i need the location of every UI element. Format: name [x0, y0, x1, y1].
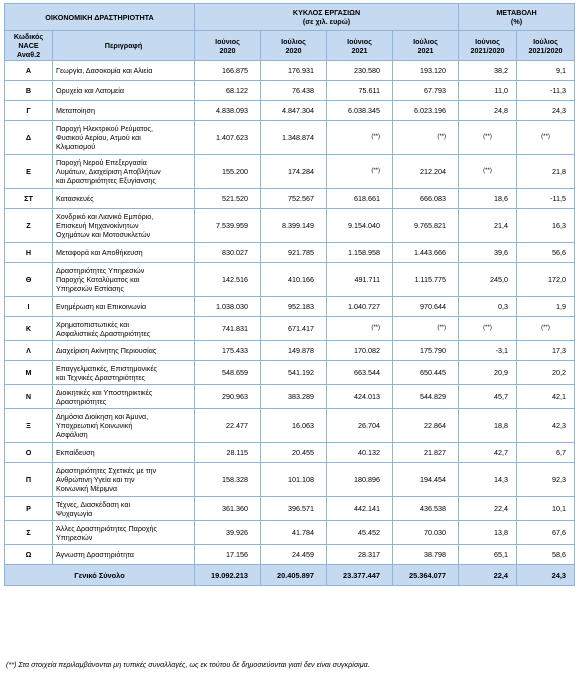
turnover-value: 361.360: [195, 497, 261, 521]
total-value: 23.377.447: [327, 565, 393, 586]
turnover-value: 491.711: [327, 263, 393, 297]
turnover-value: 6.038.345: [327, 101, 393, 121]
table-row: [5, 61, 575, 81]
turnover-value: 436.538: [393, 497, 459, 521]
change-value: 22,4: [459, 497, 517, 521]
change-value: -11,5: [517, 189, 575, 209]
description-line: Μεταφορά και Αποθήκευση: [56, 248, 143, 257]
turnover-value: 952.183: [261, 297, 327, 317]
description-line: Ανθρώπινη Υγεία και την: [56, 475, 135, 484]
activity-description: [53, 61, 195, 81]
turnover-value: 38.798: [393, 545, 459, 565]
change-value: 67,6: [517, 521, 575, 545]
turnover-value: 541.192: [261, 361, 327, 385]
turnover-value: 230.580: [327, 61, 393, 81]
period-header: [393, 31, 459, 61]
total-change: 22,4: [459, 565, 517, 586]
change-value: 20,9: [459, 361, 517, 385]
table-row: [5, 463, 575, 497]
nace-code: Ε: [5, 155, 53, 189]
change-value: 17,3: [517, 341, 575, 361]
turnover-value: (**): [327, 155, 393, 189]
turnover-value: 22.864: [393, 409, 459, 443]
description-line: Μεταποίηση: [56, 106, 95, 115]
change-value: 58,6: [517, 545, 575, 565]
footnote: (**) Στα στοιχεία περιλαμβάνονται μη τυπικές συναλλαγές, ως εκ τούτου δε δημοσιεύονται γιατί δεν είναι συγκρίσιμα.: [6, 660, 370, 669]
nace-code: Ν: [5, 385, 53, 409]
code-header-line: Κωδικός: [13, 32, 44, 41]
nace-code: Α: [5, 61, 53, 81]
change-value: 38,2: [459, 61, 517, 81]
table-row: [5, 443, 575, 463]
period-year: 2021/2020: [528, 45, 563, 55]
turnover-value: 970.644: [393, 297, 459, 317]
total-row: [5, 565, 575, 586]
activity-description: [53, 463, 195, 497]
activity-description: [53, 521, 195, 545]
activity-description: [53, 121, 195, 155]
turnover-value: 9.154.040: [327, 209, 393, 243]
turnover-value: 170.082: [327, 341, 393, 361]
turnover-value: 650.445: [393, 361, 459, 385]
turnover-value: 28.317: [327, 545, 393, 565]
activity-description: [53, 409, 195, 443]
change-header-unit: (%): [510, 17, 523, 26]
description-column-header: Περιγραφή: [53, 31, 195, 61]
turnover-value: 16.063: [261, 409, 327, 443]
table-row: [5, 317, 575, 341]
code-header-line: NACE: [18, 41, 39, 50]
turnover-value: 40.132: [327, 443, 393, 463]
turnover-value: (**): [327, 317, 393, 341]
turnover-value: 4.847.304: [261, 101, 327, 121]
nace-code: Μ: [5, 361, 53, 385]
turnover-value: 75.611: [327, 81, 393, 101]
period-month: Ιούνιος: [475, 36, 500, 46]
period-month: Ιούλιος: [413, 36, 438, 46]
table-row: [5, 341, 575, 361]
description-line: Διοικητικές και Υποστηρικτικές: [56, 387, 153, 397]
change-value: 20,2: [517, 361, 575, 385]
turnover-value: 67.793: [393, 81, 459, 101]
period-month: Ιούνιος: [347, 36, 372, 46]
description-line: Ασφαλιστικές Δραστηριότητες: [56, 328, 151, 338]
nace-code: Ο: [5, 443, 53, 463]
turnover-header: [195, 4, 459, 31]
turnover-value: 70.030: [393, 521, 459, 545]
turnover-value: 666.083: [393, 189, 459, 209]
description-line: Παροχή Νερού Επεξεργασία: [56, 158, 147, 167]
turnover-value: 175.790: [393, 341, 459, 361]
change-value: 65,1: [459, 545, 517, 565]
turnover-value: 1.115.775: [393, 263, 459, 297]
table-row: [5, 263, 575, 297]
nace-code: Η: [5, 243, 53, 263]
nace-code: Δ: [5, 121, 53, 155]
table-row: [5, 243, 575, 263]
table-row: [5, 209, 575, 243]
turnover-value: 175.433: [195, 341, 261, 361]
description-line: Χονδρικό και Λιανικό Εμπόριο,: [56, 212, 154, 221]
turnover-value: 180.896: [327, 463, 393, 497]
period-month: Ιούλιος: [533, 36, 558, 46]
turnover-value: 28.115: [195, 443, 261, 463]
table-row: [5, 409, 575, 443]
activity-description: [53, 189, 195, 209]
total-value: 25.364.077: [393, 565, 459, 586]
description-line: Φυσικού Αερίου, Ατμού και: [56, 133, 141, 142]
period-year: 2020: [219, 45, 236, 55]
activity-description: [53, 497, 195, 521]
change-value: 56,6: [517, 243, 575, 263]
turnover-value: 6.023.196: [393, 101, 459, 121]
turnover-value: 548.659: [195, 361, 261, 385]
turnover-value: 544.829: [393, 385, 459, 409]
activity-header: ΟΙΚΟΝΟΜΙΚΗ ΔΡΑΣΤΗΡΙΟΤΗΤΑ: [5, 4, 195, 31]
nace-code: Λ: [5, 341, 53, 361]
description-line: Ορυχεία και Λατομεία: [56, 86, 124, 95]
description-line: Ασφάλιση: [56, 430, 88, 439]
turnover-value: 410.166: [261, 263, 327, 297]
table-row: [5, 121, 575, 155]
activity-description: [53, 317, 195, 341]
turnover-value: 4.838.093: [195, 101, 261, 121]
change-value: 45,7: [459, 385, 517, 409]
turnover-value: 22.477: [195, 409, 261, 443]
activity-description: [53, 243, 195, 263]
change-value: (**): [459, 317, 517, 341]
change-value: 92,3: [517, 463, 575, 497]
table-row: [5, 545, 575, 565]
description-line: και Δραστηριότητες Εξυγίανσης: [56, 176, 156, 185]
period-month: Ιούλιος: [281, 36, 306, 46]
turnover-value: (**): [393, 317, 459, 341]
description-line: Διαχείριση Ακίνητης Περιουσίας: [56, 346, 157, 355]
description-line: Υπηρεσιών Εστίασης: [56, 284, 124, 293]
period-header: [261, 31, 327, 61]
table-row: [5, 81, 575, 101]
turnover-value: 8.399.149: [261, 209, 327, 243]
period-header: [459, 31, 517, 61]
nace-code: Γ: [5, 101, 53, 121]
nace-code: Θ: [5, 263, 53, 297]
turnover-value: 663.544: [327, 361, 393, 385]
table-row: [5, 189, 575, 209]
change-value: 21,8: [517, 155, 575, 189]
description-line: Τέχνες, Διασκέδαση και: [56, 499, 131, 509]
change-header-title: ΜΕΤΑΒΟΛΗ: [496, 8, 537, 17]
activity-description: [53, 385, 195, 409]
change-value: 42,3: [517, 409, 575, 443]
turnover-header-title: ΚΥΚΛΟΣ ΕΡΓΑΣΙΩΝ: [292, 8, 361, 17]
turnover-value: 1.158.958: [327, 243, 393, 263]
description-line: και Τεχνικές Δραστηριότητες: [56, 372, 145, 382]
change-value: (**): [459, 121, 517, 155]
change-value: 24,3: [517, 101, 575, 121]
change-value: 1,9: [517, 297, 575, 317]
activity-description: [53, 545, 195, 565]
total-label: Γενικό Σύνολο: [5, 565, 195, 586]
turnover-value: 741.831: [195, 317, 261, 341]
turnover-value: 212.204: [393, 155, 459, 189]
table-row: [5, 101, 575, 121]
total-change: 24,3: [517, 565, 575, 586]
turnover-value: 149.878: [261, 341, 327, 361]
change-value: 0,3: [459, 297, 517, 317]
table-row: [5, 361, 575, 385]
description-line: Άλλες Δραστηριότητες Παροχής: [56, 523, 157, 533]
change-value: 172,0: [517, 263, 575, 297]
turnover-value: 142.516: [195, 263, 261, 297]
description-line: Δημόσια Διοίκηση και Άμυνα,: [56, 412, 149, 421]
period-year: 2021/2020: [470, 45, 505, 55]
description-line: Κοινωνική Μέριμνα: [56, 484, 118, 493]
nace-code: Ι: [5, 297, 53, 317]
description-line: Γεωργία, Δασοκομία και Αλιεία: [56, 66, 153, 75]
change-header: [459, 4, 575, 31]
turnover-value: 424.013: [327, 385, 393, 409]
turnover-value: 20.455: [261, 443, 327, 463]
table-row: [5, 497, 575, 521]
change-value: 24,8: [459, 101, 517, 121]
activity-description: [53, 341, 195, 361]
description-line: Χρηματοπιστωτικές και: [56, 319, 130, 329]
turnover-value: 158.328: [195, 463, 261, 497]
turnover-value: (**): [327, 121, 393, 155]
turnover-value: 194.454: [393, 463, 459, 497]
description-line: Δραστηριότητες Υπηρεσιών: [56, 266, 145, 275]
description-line: Παροχής Καταλύματος και: [56, 275, 140, 284]
turnover-value: 671.417: [261, 317, 327, 341]
turnover-value: (**): [393, 121, 459, 155]
turnover-value: 396.571: [261, 497, 327, 521]
description-line: Εκπαίδευση: [56, 448, 95, 457]
period-year: 2020: [285, 45, 302, 55]
turnover-value: 830.027: [195, 243, 261, 263]
change-value: (**): [517, 121, 575, 155]
change-value: 13,8: [459, 521, 517, 545]
table-row: [5, 297, 575, 317]
turnover-value: 176.931: [261, 61, 327, 81]
change-value: (**): [459, 155, 517, 189]
code-header-line: Αναθ.2: [16, 50, 41, 59]
nace-code: Κ: [5, 317, 53, 341]
description-line: Κατασκευές: [56, 194, 94, 203]
change-value: -3,1: [459, 341, 517, 361]
turnover-value: 521.520: [195, 189, 261, 209]
turnover-value: 383.289: [261, 385, 327, 409]
change-value: -11,3: [517, 81, 575, 101]
turnover-value: 193.120: [393, 61, 459, 81]
period-header: [517, 31, 575, 61]
turnover-value: 21.827: [393, 443, 459, 463]
activity-description: [53, 297, 195, 317]
change-value: 245,0: [459, 263, 517, 297]
turnover-value: 174.284: [261, 155, 327, 189]
change-value: 11,0: [459, 81, 517, 101]
description-line: Οχημάτων και Μοτοσυκλετών: [56, 230, 151, 239]
description-line: Ενημέρωση και Επικοινωνία: [56, 302, 147, 311]
turnover-value: 76.438: [261, 81, 327, 101]
activity-description: [53, 155, 195, 189]
period-header: [327, 31, 393, 61]
change-value: 6,7: [517, 443, 575, 463]
turnover-value: 752.567: [261, 189, 327, 209]
activity-description: [53, 81, 195, 101]
turnover-value: 45.452: [327, 521, 393, 545]
turnover-value: 39.926: [195, 521, 261, 545]
table-row: [5, 385, 575, 409]
turnover-table: [4, 3, 575, 586]
turnover-header-unit: (σε χιλ. ευρώ): [302, 17, 351, 26]
activity-description: [53, 101, 195, 121]
change-value: 18,8: [459, 409, 517, 443]
description-line: Δραστηριότητες: [56, 396, 107, 406]
description-line: Κλιματισμού: [56, 142, 96, 151]
change-value: 39,6: [459, 243, 517, 263]
table-row: [5, 155, 575, 189]
description-line: Ψυχαγωγία: [56, 508, 93, 518]
turnover-value: 24.459: [261, 545, 327, 565]
nace-code: Σ: [5, 521, 53, 545]
change-value: 16,3: [517, 209, 575, 243]
table-row: [5, 521, 575, 545]
turnover-value: 41.784: [261, 521, 327, 545]
description-line: Υποχρεωτική Κοινωνική: [56, 421, 133, 430]
turnover-value: 1.443.666: [393, 243, 459, 263]
activity-description: [53, 263, 195, 297]
change-value: 10,1: [517, 497, 575, 521]
turnover-value: 68.122: [195, 81, 261, 101]
nace-code: Ρ: [5, 497, 53, 521]
description-line: Επισκευή Μηχανοκίνητων: [56, 221, 139, 230]
description-line: Άγνωστη Δραστηριότητα: [56, 550, 134, 559]
total-value: 20.405.897: [261, 565, 327, 586]
turnover-value: 9.765.821: [393, 209, 459, 243]
nace-code: Ζ: [5, 209, 53, 243]
turnover-value: 7.539.959: [195, 209, 261, 243]
activity-description: [53, 361, 195, 385]
change-value: 42,7: [459, 443, 517, 463]
turnover-value: 1.407.623: [195, 121, 261, 155]
change-value: 21,4: [459, 209, 517, 243]
period-header: [195, 31, 261, 61]
turnover-value: 1.040.727: [327, 297, 393, 317]
description-line: Υπηρεσιών: [56, 532, 93, 542]
change-value: 14,3: [459, 463, 517, 497]
turnover-value: 618.661: [327, 189, 393, 209]
nace-code: ΣΤ: [5, 189, 53, 209]
period-month: Ιούνιος: [215, 36, 240, 46]
activity-description: [53, 209, 195, 243]
turnover-value: 17.156: [195, 545, 261, 565]
period-year: 2021: [417, 45, 434, 55]
period-year: 2021: [351, 45, 368, 55]
turnover-value: 155.200: [195, 155, 261, 189]
activity-description: [53, 443, 195, 463]
description-line: Λυμάτων, Διαχείριση Αποβλήτων: [56, 167, 161, 176]
change-value: (**): [517, 317, 575, 341]
change-value: 42,1: [517, 385, 575, 409]
turnover-value: 921.785: [261, 243, 327, 263]
turnover-value: 290.963: [195, 385, 261, 409]
change-value: 9,1: [517, 61, 575, 81]
turnover-value: 166.875: [195, 61, 261, 81]
turnover-value: 26.704: [327, 409, 393, 443]
change-value: 18,6: [459, 189, 517, 209]
description-line: Παροχή Ηλεκτρικού Ρεύματος,: [56, 124, 153, 133]
nace-code: Π: [5, 463, 53, 497]
description-line: Επαγγελματικές, Επιστημονικές: [56, 363, 157, 373]
total-value: 19.092.213: [195, 565, 261, 586]
turnover-value: 1.348.874: [261, 121, 327, 155]
nace-code: Β: [5, 81, 53, 101]
turnover-value: 442.141: [327, 497, 393, 521]
nace-code: Ω: [5, 545, 53, 565]
code-column-header: [5, 31, 53, 61]
nace-code: Ξ: [5, 409, 53, 443]
turnover-value: 101.108: [261, 463, 327, 497]
description-line: Δραστηριότητες Σχετικές με την: [56, 466, 157, 475]
turnover-value: 1.038.030: [195, 297, 261, 317]
